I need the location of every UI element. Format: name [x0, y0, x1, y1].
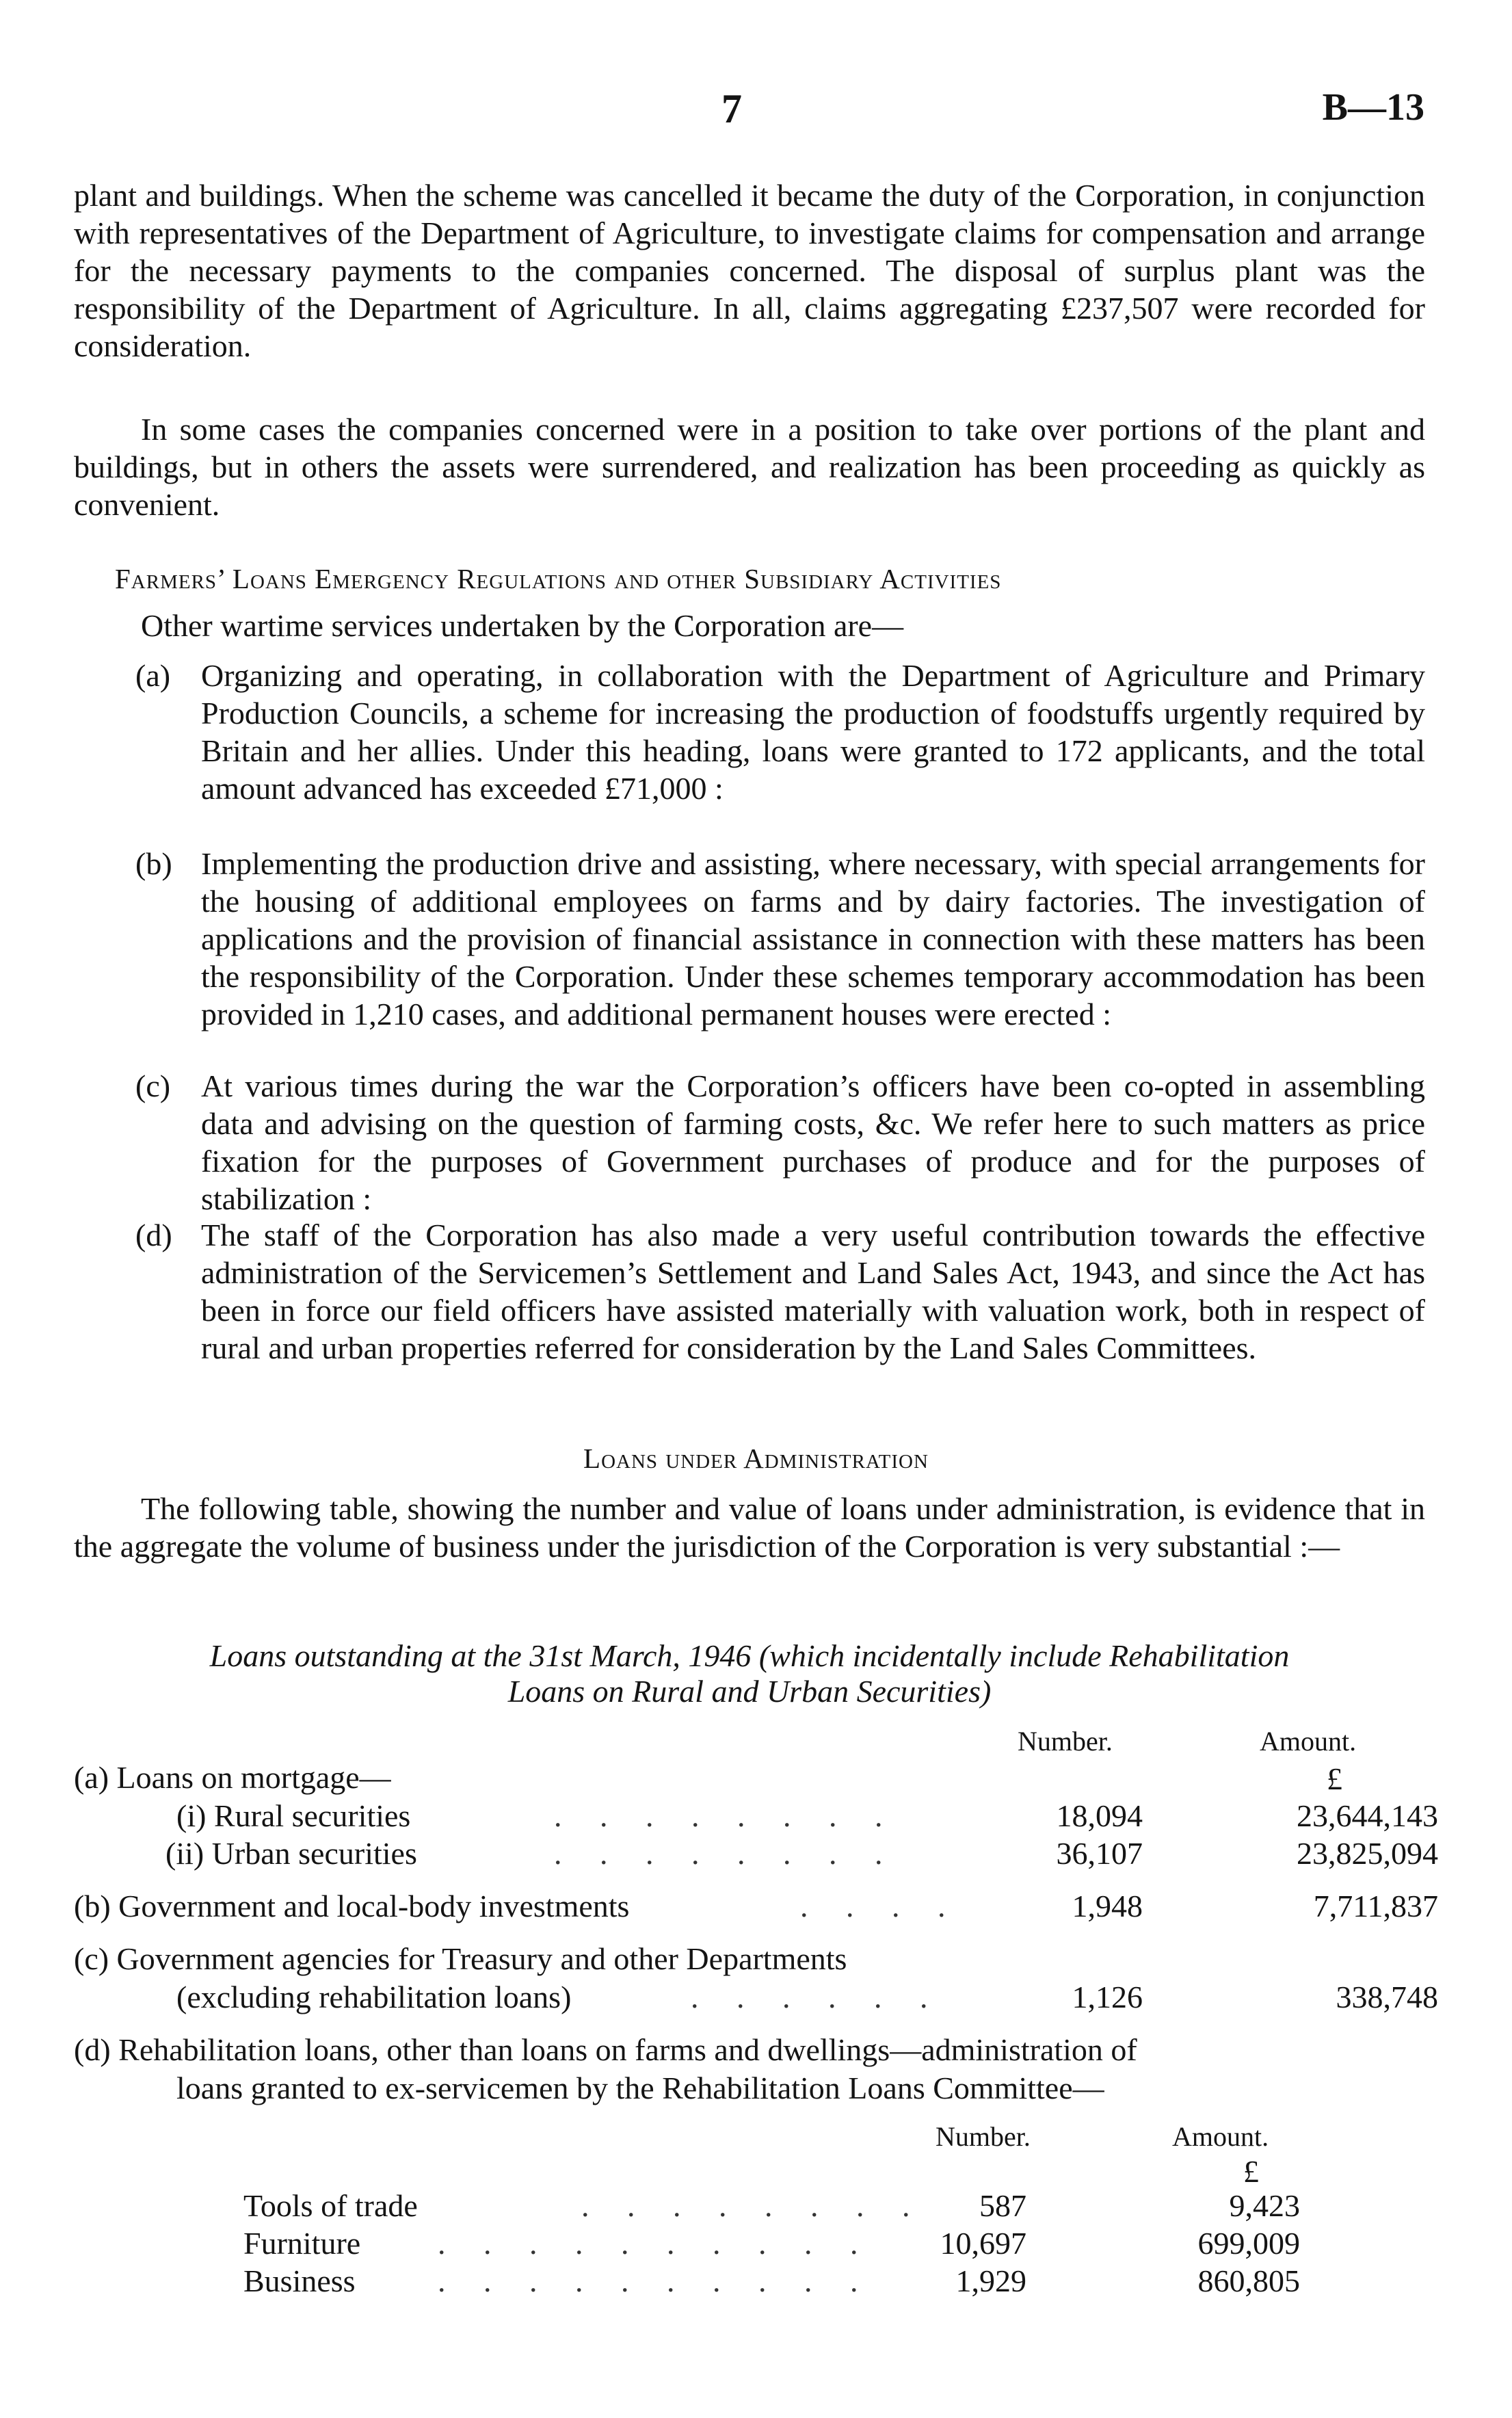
list-marker: (c) — [135, 1068, 171, 1103]
table-row-d-label-line-1: (d) Rehabilitation loans, other than loans on farms and dwellings—administration of — [74, 2032, 1137, 2067]
list-item-text: Organizing and operating, in collaboration with the Department of Agriculture and Primary Production Councils, a scheme for increasing the production of foodstuffs urgently required by Britain and her allies. Under this heading, loans were granted to 172 applicants, and the total amount advanced has exceeded £71,000 : — [201, 658, 1425, 806]
row-amount: 338,748 — [1336, 1980, 1438, 2014]
table-row-d-label-line-2: loans granted to ex-servicemen by the Rehabilitation Loans Committee— — [176, 2071, 1104, 2105]
page-number: 7 — [721, 86, 742, 131]
table-caption — [74, 1638, 1425, 1709]
column-header-number: Number. — [1018, 1726, 1113, 1757]
table-row-a-label: (a) Loans on mortgage— — [74, 1760, 391, 1795]
row-label: Business — [243, 2263, 356, 2298]
row-amount: 23,825,094 — [1297, 1836, 1438, 1871]
section-heading-loans-under-administration: Loans under Administration — [583, 1443, 929, 1474]
leader-dots: . . . . . . . . — [554, 1836, 898, 1871]
subtable-currency-symbol: £ — [1243, 2154, 1259, 2189]
list-marker: (d) — [135, 1218, 172, 1252]
table-caption-line-1: Loans outstanding at the 31st March, 1946 (which incidentally include Rehabilitation — [209, 1638, 1290, 1673]
leader-dots: . . . . . . . . — [581, 2188, 925, 2223]
table-caption-line-2: Loans on Rural and Urban Securities) — [507, 1674, 992, 1709]
row-amount: 23,644,143 — [1297, 1798, 1438, 1833]
row-number: 587 — [979, 2188, 1026, 2223]
subtable-header-amount: Amount. — [1172, 2121, 1269, 2152]
leader-dots: . . . . — [800, 1889, 961, 1923]
paragraph-continuation: plant and buildings. When the scheme was cancelled it became the duty of the Corporation, in conjunction with representatives of the Department of Agriculture, to investigate claims for compensation and arrange for the necessary payments to the companies concerned. The disposal of surplus plant was the responsibility of the Department of Agriculture. In all, claims aggregating £237,507 were recorded for consideration. — [74, 178, 1425, 363]
row-amount: 7,711,837 — [1313, 1889, 1438, 1923]
row-number: 1,948 — [1072, 1889, 1143, 1923]
row-number: 1,929 — [955, 2263, 1026, 2298]
column-header-amount: Amount. — [1260, 1726, 1357, 1757]
row-number: 36,107 — [1056, 1836, 1143, 1871]
row-label: Tools of trade — [243, 2188, 418, 2223]
list-item-d — [135, 1216, 1425, 1367]
leader-dots: . . . . . . . . — [554, 1798, 898, 1833]
list-item-text: Implementing the production drive and assisting, where necessary, with special arrangements for the housing of additional employees on farms and by dairy factories. The investigation of applications and the provision of financial assistance in connection with these matters has been the responsibility of the Corporation. Under these schemes temporary accommodation has been provided in 1,210 cases, and additional permanent houses were erected : — [201, 846, 1425, 1031]
list-item-b — [135, 845, 1425, 1033]
row-label: (b) Government and local-body investments — [74, 1889, 630, 1923]
row-amount: 860,805 — [1197, 2263, 1300, 2298]
paragraph-table-intro: The following table, showing the number and value of loans under administration, is evidence that in the aggregate the volume of business under the jurisdiction of the Corporation is very substantial :— — [74, 1491, 1425, 1564]
document-reference: B—13 — [1322, 86, 1424, 129]
subtable-header-number: Number. — [936, 2121, 1031, 2152]
leader-dots: . . . . . . . . . . — [438, 2226, 873, 2261]
row-amount: 699,009 — [1197, 2226, 1300, 2261]
section-intro: Other wartime services undertaken by the Corporation are— — [141, 608, 904, 643]
section-heading-farmers-loans: Farmers’ Loans Emergency Regulations and other Subsidiary Activities — [115, 563, 1002, 594]
row-number: 1,126 — [1072, 1980, 1143, 2014]
row-label: Furniture — [243, 2226, 361, 2261]
row-number: 10,697 — [940, 2226, 1026, 2261]
leader-dots: . . . . . . — [691, 1980, 943, 2014]
row-amount: 9,423 — [1229, 2188, 1300, 2223]
list-marker: (b) — [135, 846, 172, 881]
leader-dots: . . . . . . . . . . — [438, 2263, 873, 2298]
row-label: (ii) Urban securities — [165, 1836, 417, 1871]
paragraph-realization: In some cases the companies concerned were in a position to take over portions of the plant and buildings, but in others the assets were surrendered, and realization has been proceeding as quickly as convenient. — [74, 412, 1425, 522]
list-item-text: At various times during the war the Corporation’s officers have been co-opted in assembling data and advising on the question of farming costs, &c. We refer here to such matters as price fixation for the purposes of Government purchases of produce and for the purposes of stabilization : — [201, 1068, 1425, 1216]
list-item-a — [135, 657, 1425, 807]
row-label: (i) Rural securities — [176, 1798, 411, 1833]
list-item-c — [135, 1067, 1425, 1218]
row-label-line-1: (c) Government agencies for Treasury and other Departments — [74, 1941, 847, 1976]
list-item-text: The staff of the Corporation has also made a very useful contribution towards the effective administration of the Servicemen’s Settlement and Land Sales Act, 1943, and since the Act has been in force our field officers have assisted materially with valuation work, both in respect of rural and urban properties referred for consideration by the Land Sales Committees. — [201, 1218, 1425, 1365]
currency-symbol: £ — [1327, 1761, 1342, 1796]
list-marker: (a) — [135, 658, 171, 693]
row-number: 18,094 — [1056, 1798, 1143, 1833]
row-label-line-2: (excluding rehabilitation loans) — [176, 1980, 572, 2014]
